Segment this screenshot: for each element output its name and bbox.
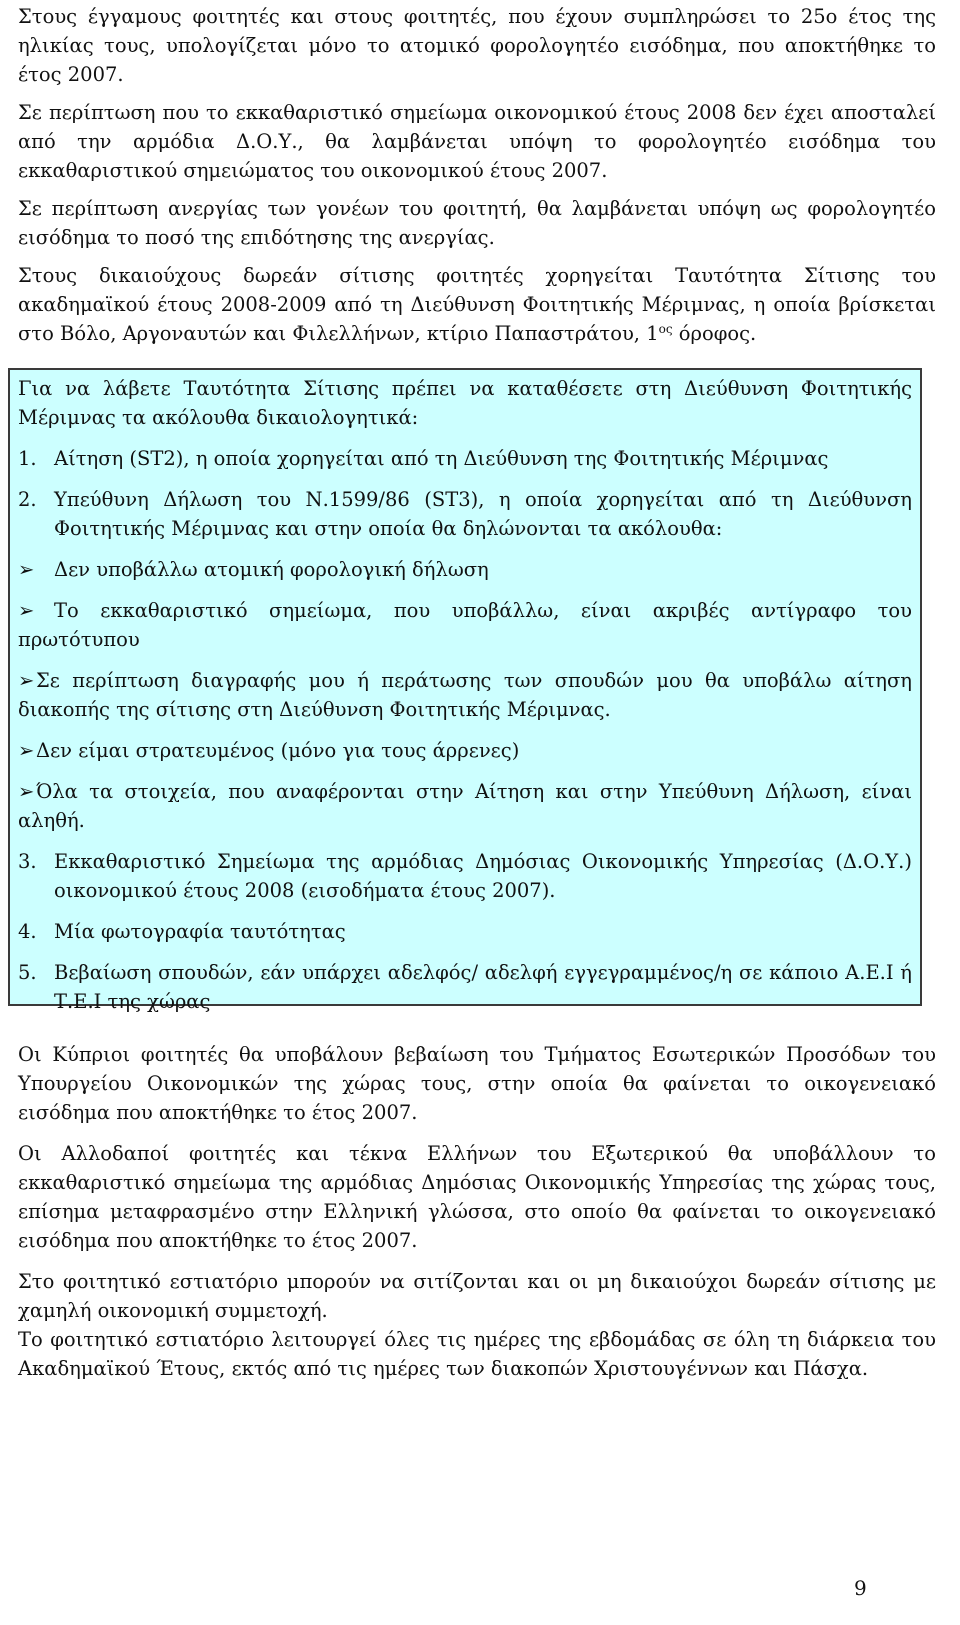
document-item-1	[18, 444, 912, 473]
meal-card-emphasis: Ταυτότητα Σίτισης	[675, 264, 880, 287]
declaration-bullet-4	[18, 736, 912, 765]
foreign-students-emphasis: Αλλοδαποί φοιτητές και τέκνα Ελλήνων του Εξωτερικού	[61, 1142, 708, 1165]
declaration-bullet-3	[18, 666, 912, 724]
text: θα υποβάλουν βεβαίωση του Τμήματος Εσωτερικών Προσόδων του Υπουργείου Οικονομικών της χώρας τους, στην οποία θα φαίνεται το οικογενειακό εισόδημα που αποκτήθηκε το έτος 2007.	[18, 1043, 936, 1124]
arrow-bullet-icon: ➢	[18, 599, 35, 622]
item-number: 2.	[18, 488, 37, 511]
cypriot-students-emphasis: Κύπριοι φοιτητές	[52, 1043, 229, 1066]
item-number: 3.	[18, 850, 37, 873]
bullet-text: Δεν είμαι στρατευμένος (μόνο για τους άρρενες)	[36, 739, 520, 762]
paragraph-tax-statement: Σε περίπτωση που το εκκαθαριστικό σημείωμα οικονομικού έτους 2008 δεν έχει αποσταλεί από την αρμόδια Δ.Ο.Υ., θα λαμβάνεται υπόψη το φορολογητέο εισόδημα του εκκαθαριστικού σημειώματος του οικονομικού έτους 2007.	[18, 101, 936, 182]
arrow-bullet-icon: ➢	[18, 558, 35, 581]
declaration-bullet-2	[18, 596, 912, 654]
item-title: Βεβαίωση σπουδών,	[54, 961, 254, 984]
document-item-2	[18, 485, 912, 543]
required-documents-box	[8, 368, 922, 1013]
box-intro: Για να λάβετε Ταυτότητα Σίτισης πρέπει να καταθέσετε στη Διεύθυνση Φοιτητικής Μέριμνας τα ακόλουθα δικαιολογητικά:	[18, 377, 912, 429]
item-text: της αρμόδιας Δημόσιας Οικονομικής Υπηρεσίας (Δ.Ο.Υ.) οικονομικού έτους 2008 (εισοδήματα έτους 2007).	[54, 850, 912, 902]
arrow-bullet-icon: ➢	[18, 780, 35, 803]
meal-card-text-4: όροφος.	[672, 322, 757, 345]
text: Οι	[18, 1142, 62, 1165]
student-care-directorate: από τη Διεύθυνση Φοιτητικής Μέριμνας	[334, 293, 740, 316]
text: θα υποβάλλουν το εκκαθαριστικό σημείωμα της αρμόδιας Δημόσιας Οικονομικής Υπηρεσίας της χώρας τους, επίσημα μεταφρασμένο στην Ελληνική γλώσσα, στο οποίο θα φαίνεται το οικογενειακό εισόδημα που αποκτήθηκε το έτος 2007.	[18, 1142, 936, 1252]
item-number: 4.	[18, 920, 37, 943]
declaration-bullet-5	[18, 777, 912, 835]
item-text: , η οποία χορηγείται από τη Διεύθυνση Φοιτητικής Μέριμνας και στην οποία θα δηλώνονται τα ακόλουθα:	[54, 488, 912, 540]
item-text: εάν υπάρχει αδελφός/ αδελφή εγγεγραμμένος/η σε κάποιο Α.Ε.Ι ή Τ.Ε.Ι της χώρας	[54, 961, 912, 1013]
text: Οι	[18, 1043, 53, 1066]
item-title: Αίτηση (ST2),	[54, 447, 190, 470]
floor-superscript: ος	[658, 322, 673, 336]
paragraph-unemployment: Σε περίπτωση ανεργίας των γονέων του φοιτητή, θα λαμβάνεται υπόψη ως φορολογητέο εισόδημα το ποσό της επιδότησης της ανεργίας.	[18, 197, 936, 249]
bullet-text: Δεν υποβάλλω ατομική φορολογική δήλωση	[54, 558, 489, 581]
paragraph-non-eligible: Στο φοιτητικό εστιατόριο μπορούν να σιτίζονται και οι μη δικαιούχοι δωρεάν σίτισης με χαμηλή οικονομική συμμετοχή.	[18, 1270, 936, 1322]
meal-card-text-2: του ακαδημαϊκού έτους 2008-2009	[18, 264, 936, 316]
item-number: 1.	[18, 447, 37, 470]
page-number: 9	[854, 1576, 867, 1600]
meal-card-text-3: , η οποία βρίσκεται στο Βόλο, Αργοναυτών και Φιλελλήνων, κτίριο Παπαστράτου, 1	[18, 293, 936, 345]
document-item-3	[18, 847, 912, 905]
paragraph-cypriot-students	[18, 1040, 936, 1127]
document-page-lower	[18, 1040, 936, 1383]
declaration-bullet-1	[18, 555, 912, 584]
document-item-5	[18, 958, 912, 1016]
bullet-text: Όλα τα στοιχεία, που αναφέρονται στην Αίτηση και στην Υπεύθυνη Δήλωση, είναι αληθή.	[18, 780, 912, 832]
arrow-bullet-icon: ➢	[18, 739, 35, 762]
item-text: η οποία χορηγείται από τη Διεύθυνση της Φοιτητικής Μέριμνας	[189, 447, 829, 470]
arrow-bullet-icon: ➢	[18, 669, 35, 692]
document-page	[18, 2, 936, 348]
item-title: Εκκαθαριστικό Σημείωμα	[54, 850, 315, 873]
paragraph-foreign-students	[18, 1139, 936, 1255]
document-item-4	[18, 917, 912, 946]
item-title: Μία φωτογραφία ταυτότητας	[54, 920, 346, 943]
item-title: Υπεύθυνη Δήλωση του Ν.1599/86 (ST3)	[54, 488, 479, 511]
paragraph-married-students: Στους έγγαμους φοιτητές και στους φοιτητές, που έχουν συμπληρώσει το 25ο έτος της ηλικίας τους, υπολογίζεται μόνο το ατομικό φορολογητέο εισόδημα, που αποκτήθηκε το έτος 2007.	[18, 5, 936, 86]
bullet-text: Σε περίπτωση διαγραφής μου ή περάτωσης των σπουδών μου θα υποβάλω αίτηση διακοπής της σίτισης στη Διεύθυνση Φοιτητικής Μέριμνας.	[18, 669, 912, 721]
meal-card-text-1: Στους δικαιούχους δωρεάν σίτισης φοιτητές χορηγείται	[18, 264, 676, 287]
paragraph-meal-card	[18, 261, 936, 348]
paragraph-opening-days: Το φοιτητικό εστιατόριο λειτουργεί όλες τις ημέρες της εβδομάδας σε όλη τη διάρκεια του Ακαδημαϊκού Έτους, εκτός από τις ημέρες των διακοπών Χριστουγέννων και Πάσχα.	[18, 1328, 936, 1380]
bullet-text: Το εκκαθαριστικό σημείωμα, που υποβάλλω, είναι ακριβές αντίγραφο του πρωτότυπου	[18, 599, 912, 651]
item-number: 5.	[18, 961, 37, 984]
